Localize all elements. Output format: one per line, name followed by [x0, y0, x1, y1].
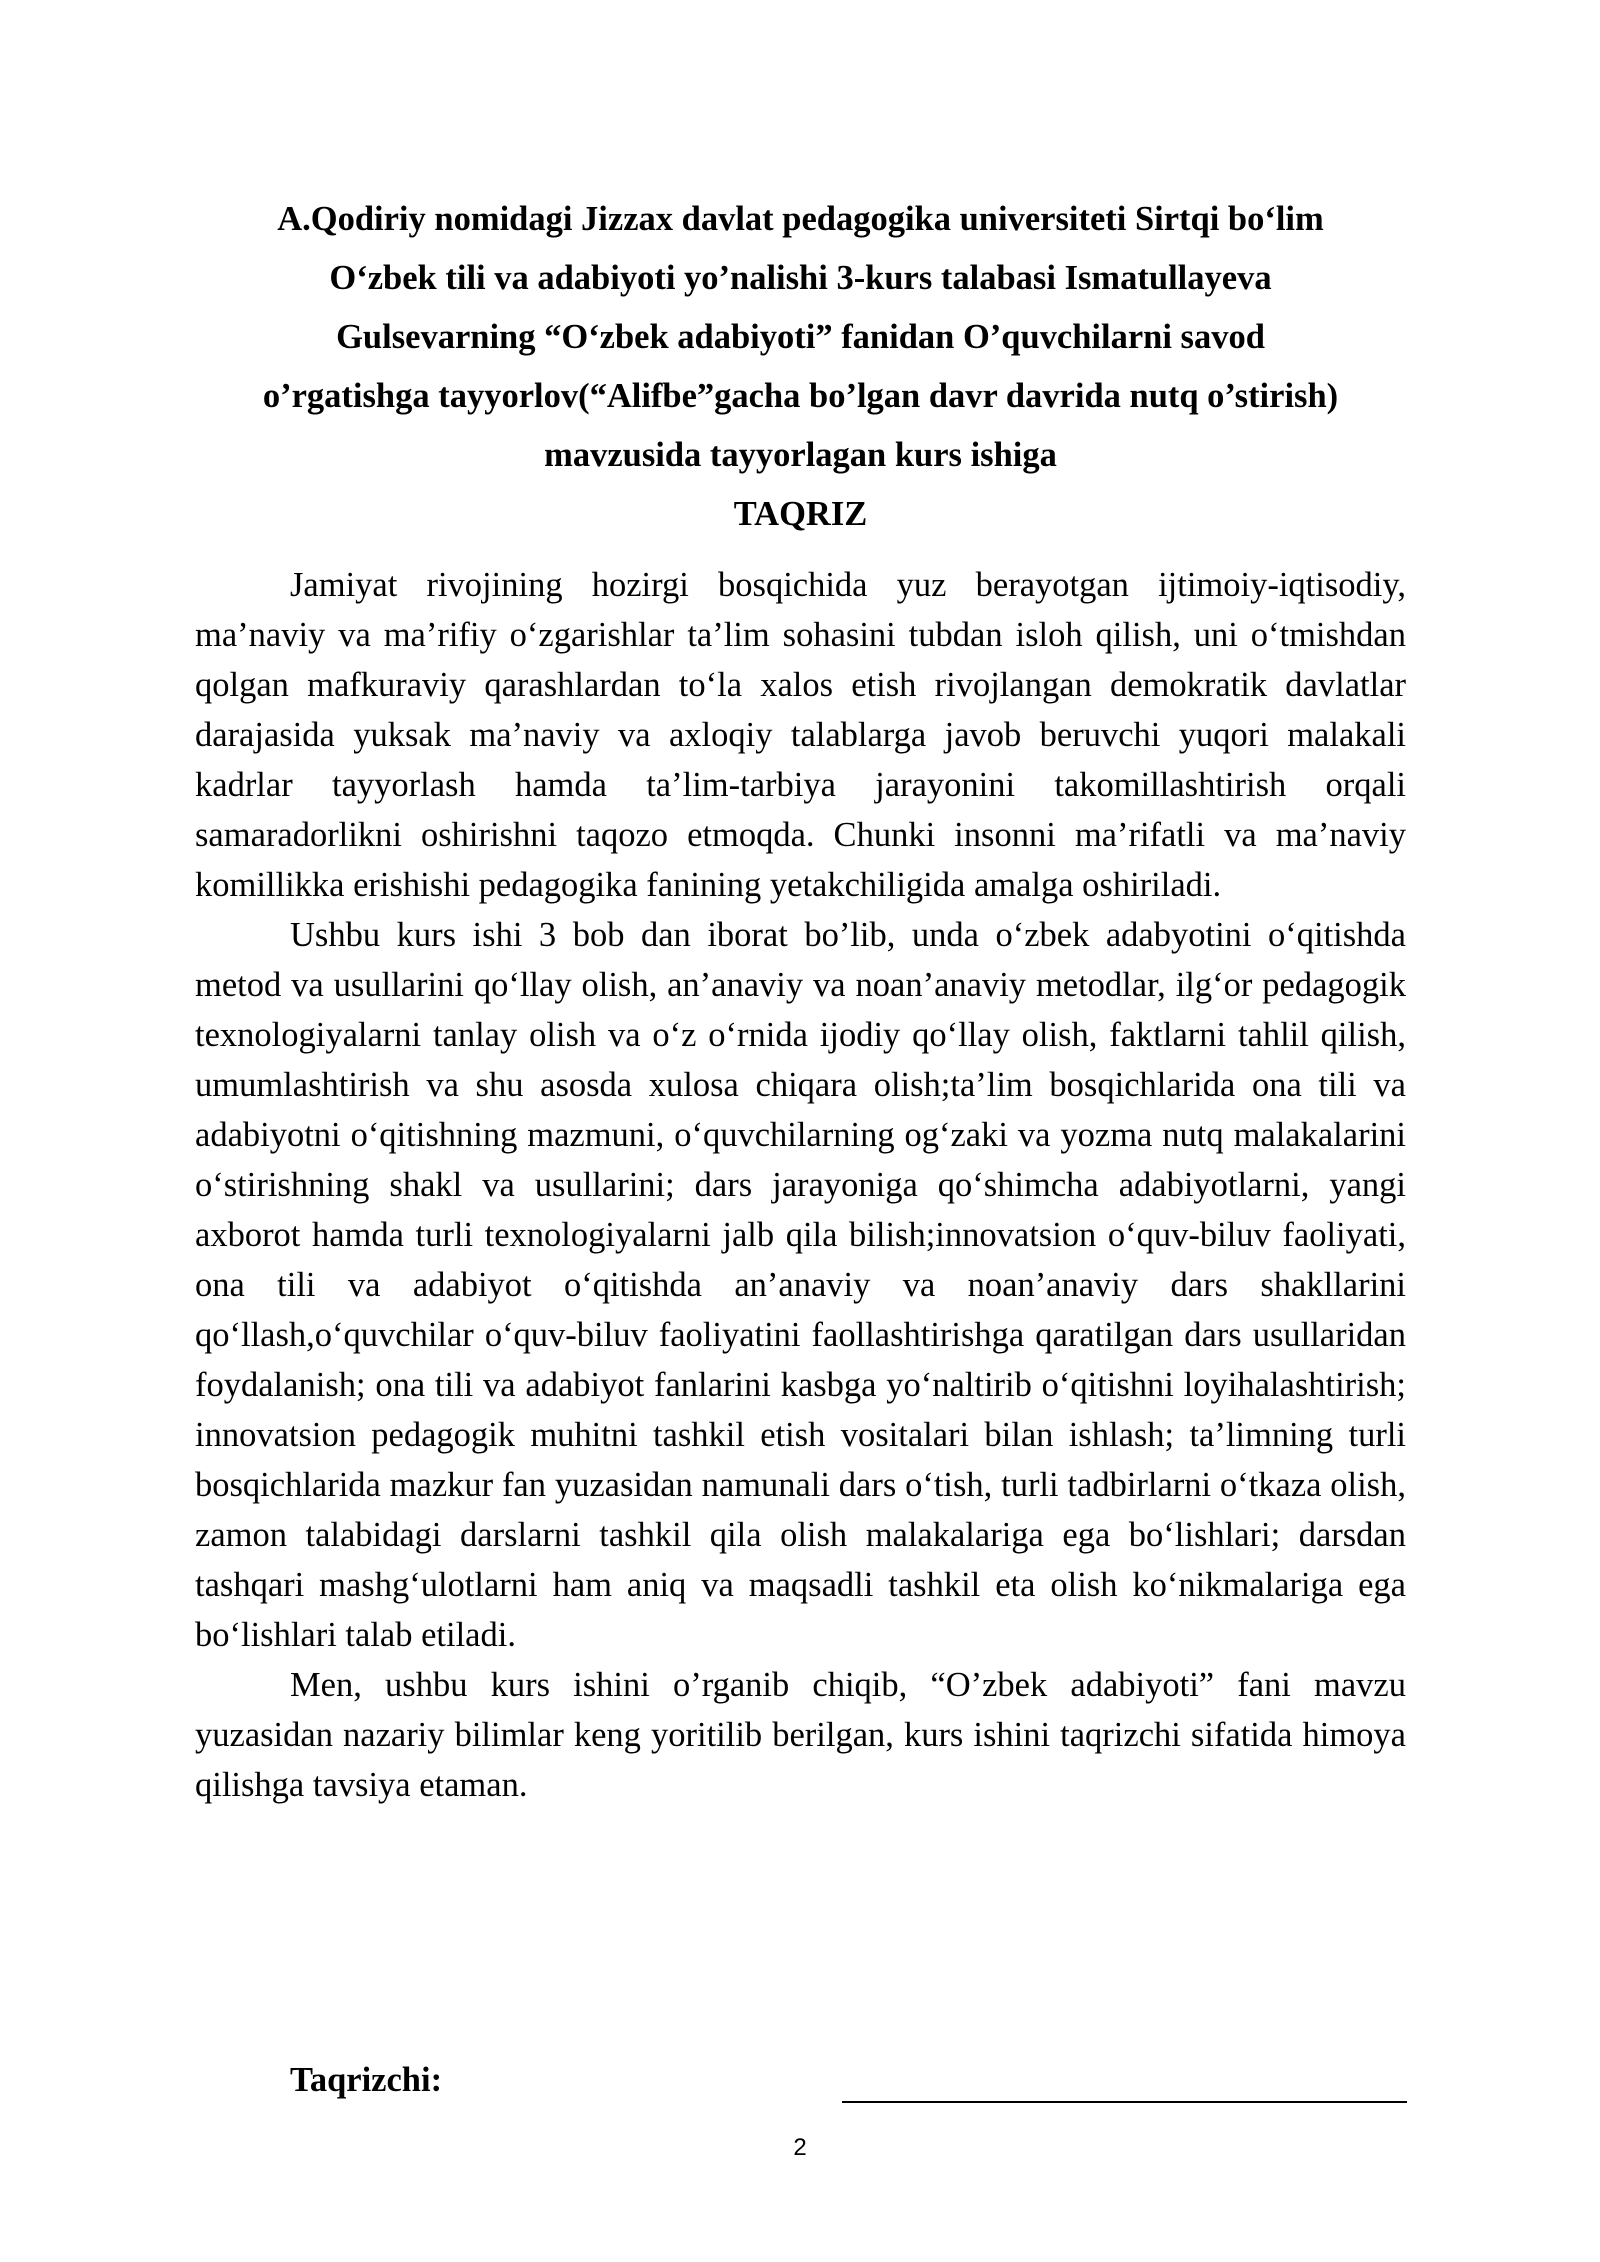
heading-line: O‘zbek tili va adabiyoti yo’nalishi 3-kurs talabasi Ismatullayeva	[329, 259, 1272, 297]
document-heading	[195, 190, 1406, 485]
heading-line: Gulsevarning “O‘zbek adabiyoti” fanidan O’quvchilarni savod	[336, 318, 1265, 356]
heading-line: A.Qodiriy nomidagi Jizzax davlat pedagogika universiteti Sirtqi bo‘lim	[277, 200, 1324, 238]
body-paragraph: Jamiyat rivojining hozirgi bosqichida yuz berayotgan ijtimoiy-iqtisodiy, ma’naviy va ma’rifiy o‘zgarishlar ta’lim sohasini tubdan isloh qilish, uni o‘tmishdan qolgan mafkuraviy qarashlardan to‘la xalos etish rivojlangan demokratik davlatlar darajasida yuksak ma’naviy va axloqiy talablarga javob beruvchi yuqori malakali kadrlar tayyorlash hamda ta’lim-tarbiya jarayonini takomillashtirish orqali samaradorlikni oshirishni taqozo etmoqda. Chunki insonni ma’rifatli va ma’naviy komillikka erishishi pedagogika fanining yetakchiligida amalga oshiriladi.	[195, 566, 1406, 904]
page-number: 2	[793, 2134, 807, 2161]
signature-line	[842, 2101, 1407, 2103]
body-paragraph: Men, ushbu kurs ishini o’rganib chiqib, “O’zbek adabiyoti” fani mavzu yuzasidan nazariy bilimlar keng yoritilib berilgan, kurs ishini taqrizchi sifatida himoya qilishga tavsiya etaman.	[195, 1666, 1406, 1804]
signature-block	[290, 2055, 1410, 2115]
heading-line: mavzusida tayyorlagan kurs ishiga	[544, 436, 1057, 474]
signature-label: Taqrizchi:	[290, 2061, 443, 2099]
heading-line: o’rgatishga tayyorlov(“Alifbe”gacha bo’lgan davr davrida nutq o’stirish)	[262, 377, 1339, 415]
document-body	[195, 560, 1406, 1810]
document-title: TAQRIZ	[733, 495, 868, 533]
body-paragraph: Ushbu kurs ishi 3 bob dan iborat bo’lib, unda o‘zbek adabyotini o‘qitishda metod va usullarini qo‘llay olish, an’anaviy va noan’anaviy metodlar, ilg‘or pedagogik texnologiyalarni tanlay olish va o‘z o‘rnida ijodiy qo‘llay olish, faktlarni tahlil qilish, umumlashtirish va shu asosda xulosa chiqara olish;ta’lim bosqichlarida ona tili va adabiyotni o‘qitishning mazmuni, o‘quvchilarning og‘zaki va yozma nutq malakalarini o‘stirishning shakl va usullarini; dars jarayoniga qo‘shimcha adabiyotlarni, yangi axborot hamda turli texnologiyalarni jalb qila bilish;innovatsion o‘quv-biluv faoliyati, ona tili va adabiyot o‘qitishda an’anaviy va noan’anaviy dars shakllarini qo‘llash,o‘quvchilar o‘quv-biluv faoliyatini faollashtirishga qaratilgan dars usullaridan foydalanish; ona tili va adabiyot fanlarini kasbga yo‘naltirib o‘qitishni loyihalashtirish; innovatsion pedagogik muhitni tashkil etish vositalari bilan ishlash; ta’limning turli bosqichlarida mazkur fan yuzasidan namunali dars o‘tish, turli tadbirlarni o‘tkaza olish, zamon talabidagi darslarni tashkil qila olish malakalariga ega bo‘lishlari; darsdan tashqari mashg‘ulotlarni ham aniq va maqsadli tashkil eta olish ko‘nikmalariga ega bo‘lishlari talab etiladi.	[195, 916, 1406, 1654]
document-content	[195, 190, 1406, 1810]
